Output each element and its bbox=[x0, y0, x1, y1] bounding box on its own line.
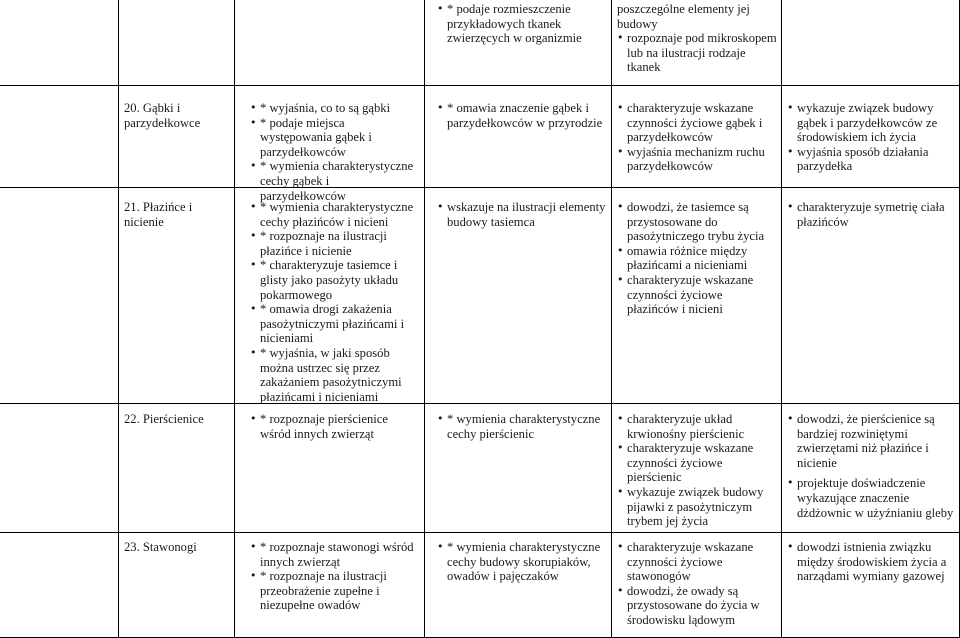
requirement-item: • wskazuje na ilustracji elementy budowy tasiemca bbox=[437, 200, 607, 229]
requirement-item: • * rozpoznaje stawonogi wśród innych zwierząt bbox=[250, 540, 418, 569]
row-divider bbox=[0, 187, 960, 188]
requirements-cell bbox=[787, 101, 957, 174]
requirement-item: • * wyjaśnia, w jaki sposób można ustrzec się przez zakażaniem pasożytniczymi płazińcami i nicieniami bbox=[250, 346, 418, 404]
requirements-cell bbox=[617, 200, 777, 317]
requirement-item: • dowodzi, że owady są przystosowane do życia w środowisku lądowym bbox=[617, 584, 777, 628]
requirement-item: • * wyjaśnia, co to są gąbki bbox=[250, 101, 418, 116]
requirement-item: • projektuje doświadczenie wykazujące znaczenie dżdżownic w użyźnianiu gleby bbox=[787, 476, 957, 520]
requirement-item: • charakteryzuje wskazane czynności życiowe płazińców i nicieni bbox=[617, 273, 777, 317]
table-divider bbox=[234, 0, 235, 638]
requirement-item: • charakteryzuje wskazane czynności życiowe gąbek i parzydełkowców bbox=[617, 101, 777, 145]
table-divider bbox=[781, 0, 782, 638]
topic-cell: 23. Stawonogi bbox=[124, 540, 197, 554]
row-divider bbox=[0, 85, 960, 86]
requirement-text: poszczególne elementy jej budowy bbox=[617, 2, 750, 31]
requirement-item: • * wymienia charakterystyczne cechy budowy skorupiaków, owadów i pajęczaków bbox=[437, 540, 607, 584]
requirement-item: • rozpoznaje pod mikroskopem lub na ilustracji rodzaje tkanek bbox=[617, 31, 777, 75]
requirements-cell bbox=[437, 540, 607, 584]
requirement-item: • * rozpoznaje na ilustracji płazińce i nicienie bbox=[250, 229, 418, 258]
requirements-cell bbox=[787, 412, 957, 520]
requirement-item: • * omawia drogi zakażenia pasożytniczymi płazińcami i nicieniami bbox=[250, 302, 418, 346]
row-divider bbox=[0, 403, 960, 404]
requirement-item: • charakteryzuje układ krwionośny pierścienic bbox=[617, 412, 777, 441]
requirement-item: • * wymienia charakterystyczne cechy pierścienic bbox=[437, 412, 607, 441]
table-border-left bbox=[118, 0, 119, 638]
requirement-item: • dowodzi, że tasiemce są przystosowane do pasożytniczego trybu życia bbox=[617, 200, 777, 244]
requirements-cell bbox=[787, 200, 957, 229]
topic-cell: 22. Pierścienice bbox=[124, 412, 204, 426]
requirement-item: • wykazuje związek budowy gąbek i parzydełkowców ze środowiskiem ich życia bbox=[787, 101, 957, 145]
requirements-cell bbox=[617, 2, 777, 75]
requirements-cell bbox=[250, 200, 418, 404]
requirements-cell bbox=[437, 200, 607, 229]
requirement-item: • * podaje rozmieszczenie przykładowych tkanek zwierzęcych w organizmie bbox=[437, 2, 607, 46]
requirement-item: • * rozpoznaje pierścienice wśród innych zwierząt bbox=[250, 412, 418, 441]
requirements-cell bbox=[617, 540, 777, 628]
requirement-item: • * omawia znaczenie gąbek i parzydełkowców w przyrodzie bbox=[437, 101, 607, 130]
requirements-cell bbox=[617, 101, 777, 174]
requirements-cell bbox=[437, 2, 607, 46]
requirement-item: • wyjaśnia sposób działania parzydełka bbox=[787, 145, 957, 174]
requirements-cell bbox=[250, 412, 418, 441]
topic-cell: 21. Płazińce i nicienie bbox=[124, 200, 193, 229]
requirements-cell bbox=[250, 101, 418, 203]
table-divider bbox=[611, 0, 612, 638]
requirements-cell bbox=[437, 412, 607, 441]
topic-cell: 20. Gąbki i parzydełkowce bbox=[124, 101, 201, 130]
requirement-item: • * charakteryzuje tasiemce i glisty jako pasożyty układu pokarmowego bbox=[250, 258, 418, 302]
requirement-item: • * rozpoznaje na ilustracji przeobrażenie zupełne i niezupełne owadów bbox=[250, 569, 418, 613]
requirements-cell bbox=[250, 540, 418, 613]
requirement-item: • omawia różnice między płazińcami a nicieniami bbox=[617, 244, 777, 273]
requirements-cell bbox=[437, 101, 607, 130]
requirements-cell bbox=[617, 412, 777, 529]
requirement-item: • wyjaśnia mechanizm ruchu parzydełkowców bbox=[617, 145, 777, 174]
requirement-item: • dowodzi, że pierścienice są bardziej rozwiniętymi zwierzętami niż płazińce i nicienie bbox=[787, 412, 957, 470]
row-divider bbox=[0, 532, 960, 533]
requirement-item: • charakteryzuje wskazane czynności życiowe pierścienic bbox=[617, 441, 777, 485]
requirement-item: • wykazuje związek budowy pijawki z pasożytniczym trybem jej życia bbox=[617, 485, 777, 529]
requirement-item: • charakteryzuje symetrię ciała płazińców bbox=[787, 200, 957, 229]
requirement-item: • charakteryzuje wskazane czynności życiowe stawonogów bbox=[617, 540, 777, 584]
requirement-item: • * podaje miejsca występowania gąbek i parzydełkowców bbox=[250, 116, 418, 160]
table-divider bbox=[424, 0, 425, 638]
requirement-item: • * wymienia charakterystyczne cechy płazińców i nicieni bbox=[250, 200, 418, 229]
requirement-item: • * wymienia charakterystyczne cechy gąbek i parzydełkowców bbox=[250, 159, 418, 203]
requirement-item: • dowodzi istnienia związku między środowiskiem życia a narządami wymiany gazowej bbox=[787, 540, 957, 584]
requirements-cell bbox=[787, 540, 957, 584]
